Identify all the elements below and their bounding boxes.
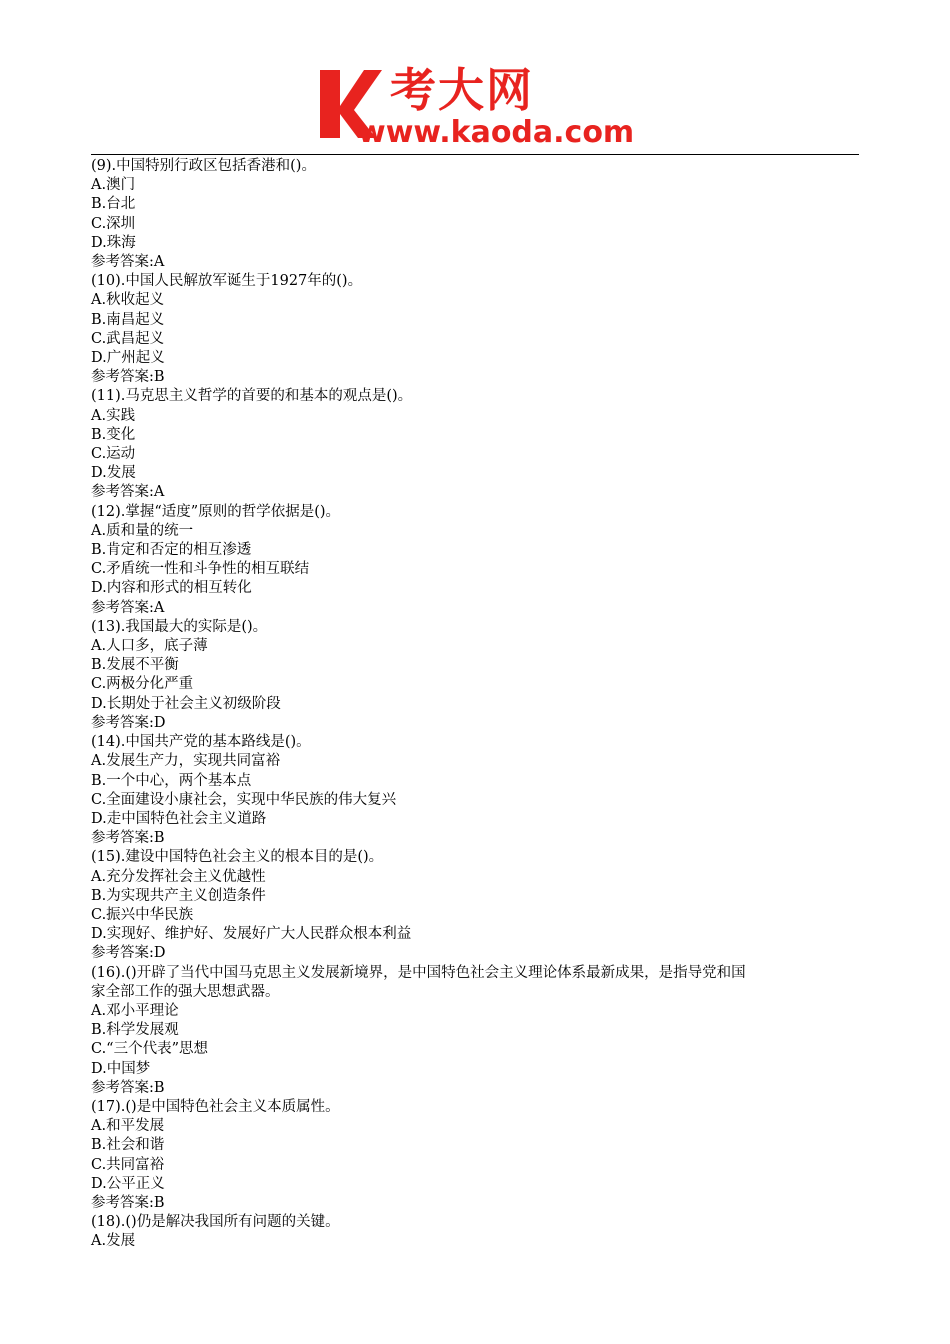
question-11-option-c: C.运动	[91, 446, 136, 463]
kaoda-logo[interactable]	[318, 64, 648, 150]
question-list	[91, 157, 861, 1252]
question-13-option-a: A.人口多，底子薄	[91, 638, 208, 655]
question-12-option-c: C.矛盾统一性和斗争性的相互联结	[91, 561, 310, 578]
question-10-option-b: B.南昌起义	[91, 311, 165, 328]
question-11-option-d: D.发展	[91, 465, 136, 482]
question-14-answer: 参考答案:B	[91, 830, 165, 847]
question-17-option-c: C.共同富裕	[91, 1156, 165, 1173]
question-18-option-a: A.发展	[91, 1233, 136, 1250]
question-15-answer: 参考答案:D	[91, 945, 166, 962]
question-15-stem: (15).建设中国特色社会主义的根本目的是()。	[91, 849, 384, 866]
question-9-answer: 参考答案:A	[91, 254, 165, 271]
question-14-option-d: D.走中国特色社会主义道路	[91, 810, 267, 827]
question-10-option-a: A.秋收起义	[91, 292, 165, 309]
question-16-option-a: A.邓小平理论	[91, 1002, 179, 1019]
question-9-option-b: B.台北	[91, 196, 136, 213]
question-16-stem-line-2: 家全部工作的强大思想武器。	[91, 983, 280, 1000]
header-divider	[91, 154, 859, 155]
question-10-option-c: C.武昌起义	[91, 330, 165, 347]
question-15-option-b: B.为实现共产主义创造条件	[91, 887, 266, 904]
question-10-stem: (10).中国人民解放军诞生于1927年的()。	[91, 273, 363, 290]
question-14-option-a: A.发展生产力，实现共同富裕	[91, 753, 281, 770]
question-15-option-a: A.充分发挥社会主义优越性	[91, 868, 266, 885]
question-13-answer: 参考答案:D	[91, 714, 166, 731]
question-12-option-d: D.内容和形式的相互转化	[91, 580, 252, 597]
question-16-answer: 参考答案:B	[91, 1079, 165, 1096]
question-12-stem: (12).掌握“适度”原则的哲学依据是()。	[91, 503, 341, 520]
question-17-option-b: B.社会和谐	[91, 1137, 165, 1154]
question-15-option-c: C.振兴中华民族	[91, 906, 194, 923]
logo-url-text: www.kaoda.com	[358, 115, 635, 150]
question-11-option-b: B.变化	[91, 426, 136, 443]
question-13-option-b: B.发展不平衡	[91, 657, 179, 674]
question-17-answer: 参考答案:B	[91, 1194, 165, 1211]
question-17-option-d: D.公平正义	[91, 1175, 165, 1192]
question-11-stem: (11).马克思主义哲学的首要的和基本的观点是()。	[91, 388, 413, 405]
question-9-option-c: C.深圳	[91, 215, 136, 232]
question-16-option-b: B.科学发展观	[91, 1022, 179, 1039]
question-17-stem: (17).()是中国特色社会主义本质属性。	[91, 1098, 340, 1115]
question-15-option-d: D.实现好、维护好、发展好广大人民群众根本利益	[91, 926, 412, 943]
question-10-answer: 参考答案:B	[91, 369, 165, 386]
question-16-stem-line-1: (16).()开辟了当代中国马克思主义发展新境界，是中国特色社会主义理论体系最新成果，是指导党和国	[91, 964, 746, 981]
question-12-option-b: B.肯定和否定的相互渗透	[91, 542, 252, 559]
question-9-option-d: D.珠海	[91, 234, 136, 251]
question-13-option-d: D.长期处于社会主义初级阶段	[91, 695, 281, 712]
question-17-option-a: A.和平发展	[91, 1118, 165, 1135]
question-11-answer: 参考答案:A	[91, 484, 165, 501]
question-16-option-c: C.“三个代表”思想	[91, 1041, 209, 1058]
question-9-option-a: A.澳门	[91, 177, 136, 194]
question-14-option-c: C.全面建设小康社会，实现中华民族的伟大复兴	[91, 791, 397, 808]
question-14-option-b: B.一个中心，两个基本点	[91, 772, 252, 789]
question-12-answer: 参考答案:A	[91, 599, 165, 616]
question-13-stem: (13).我国最大的实际是()。	[91, 618, 268, 635]
question-9-stem: (9).中国特别行政区包括香港和()。	[91, 158, 316, 174]
question-18-stem: (18).()仍是解决我国所有问题的关键。	[91, 1214, 340, 1231]
question-12-option-a: A.质和量的统一	[91, 522, 194, 539]
question-16-option-d: D.中国梦	[91, 1060, 151, 1077]
question-13-option-c: C.两极分化严重	[91, 676, 194, 693]
question-11-option-a: A.实践	[91, 407, 136, 424]
logo-chinese-text: 考大网	[390, 63, 534, 117]
question-14-stem: (14).中国共产党的基本路线是()。	[91, 734, 311, 751]
question-10-option-d: D.广州起义	[91, 350, 165, 367]
